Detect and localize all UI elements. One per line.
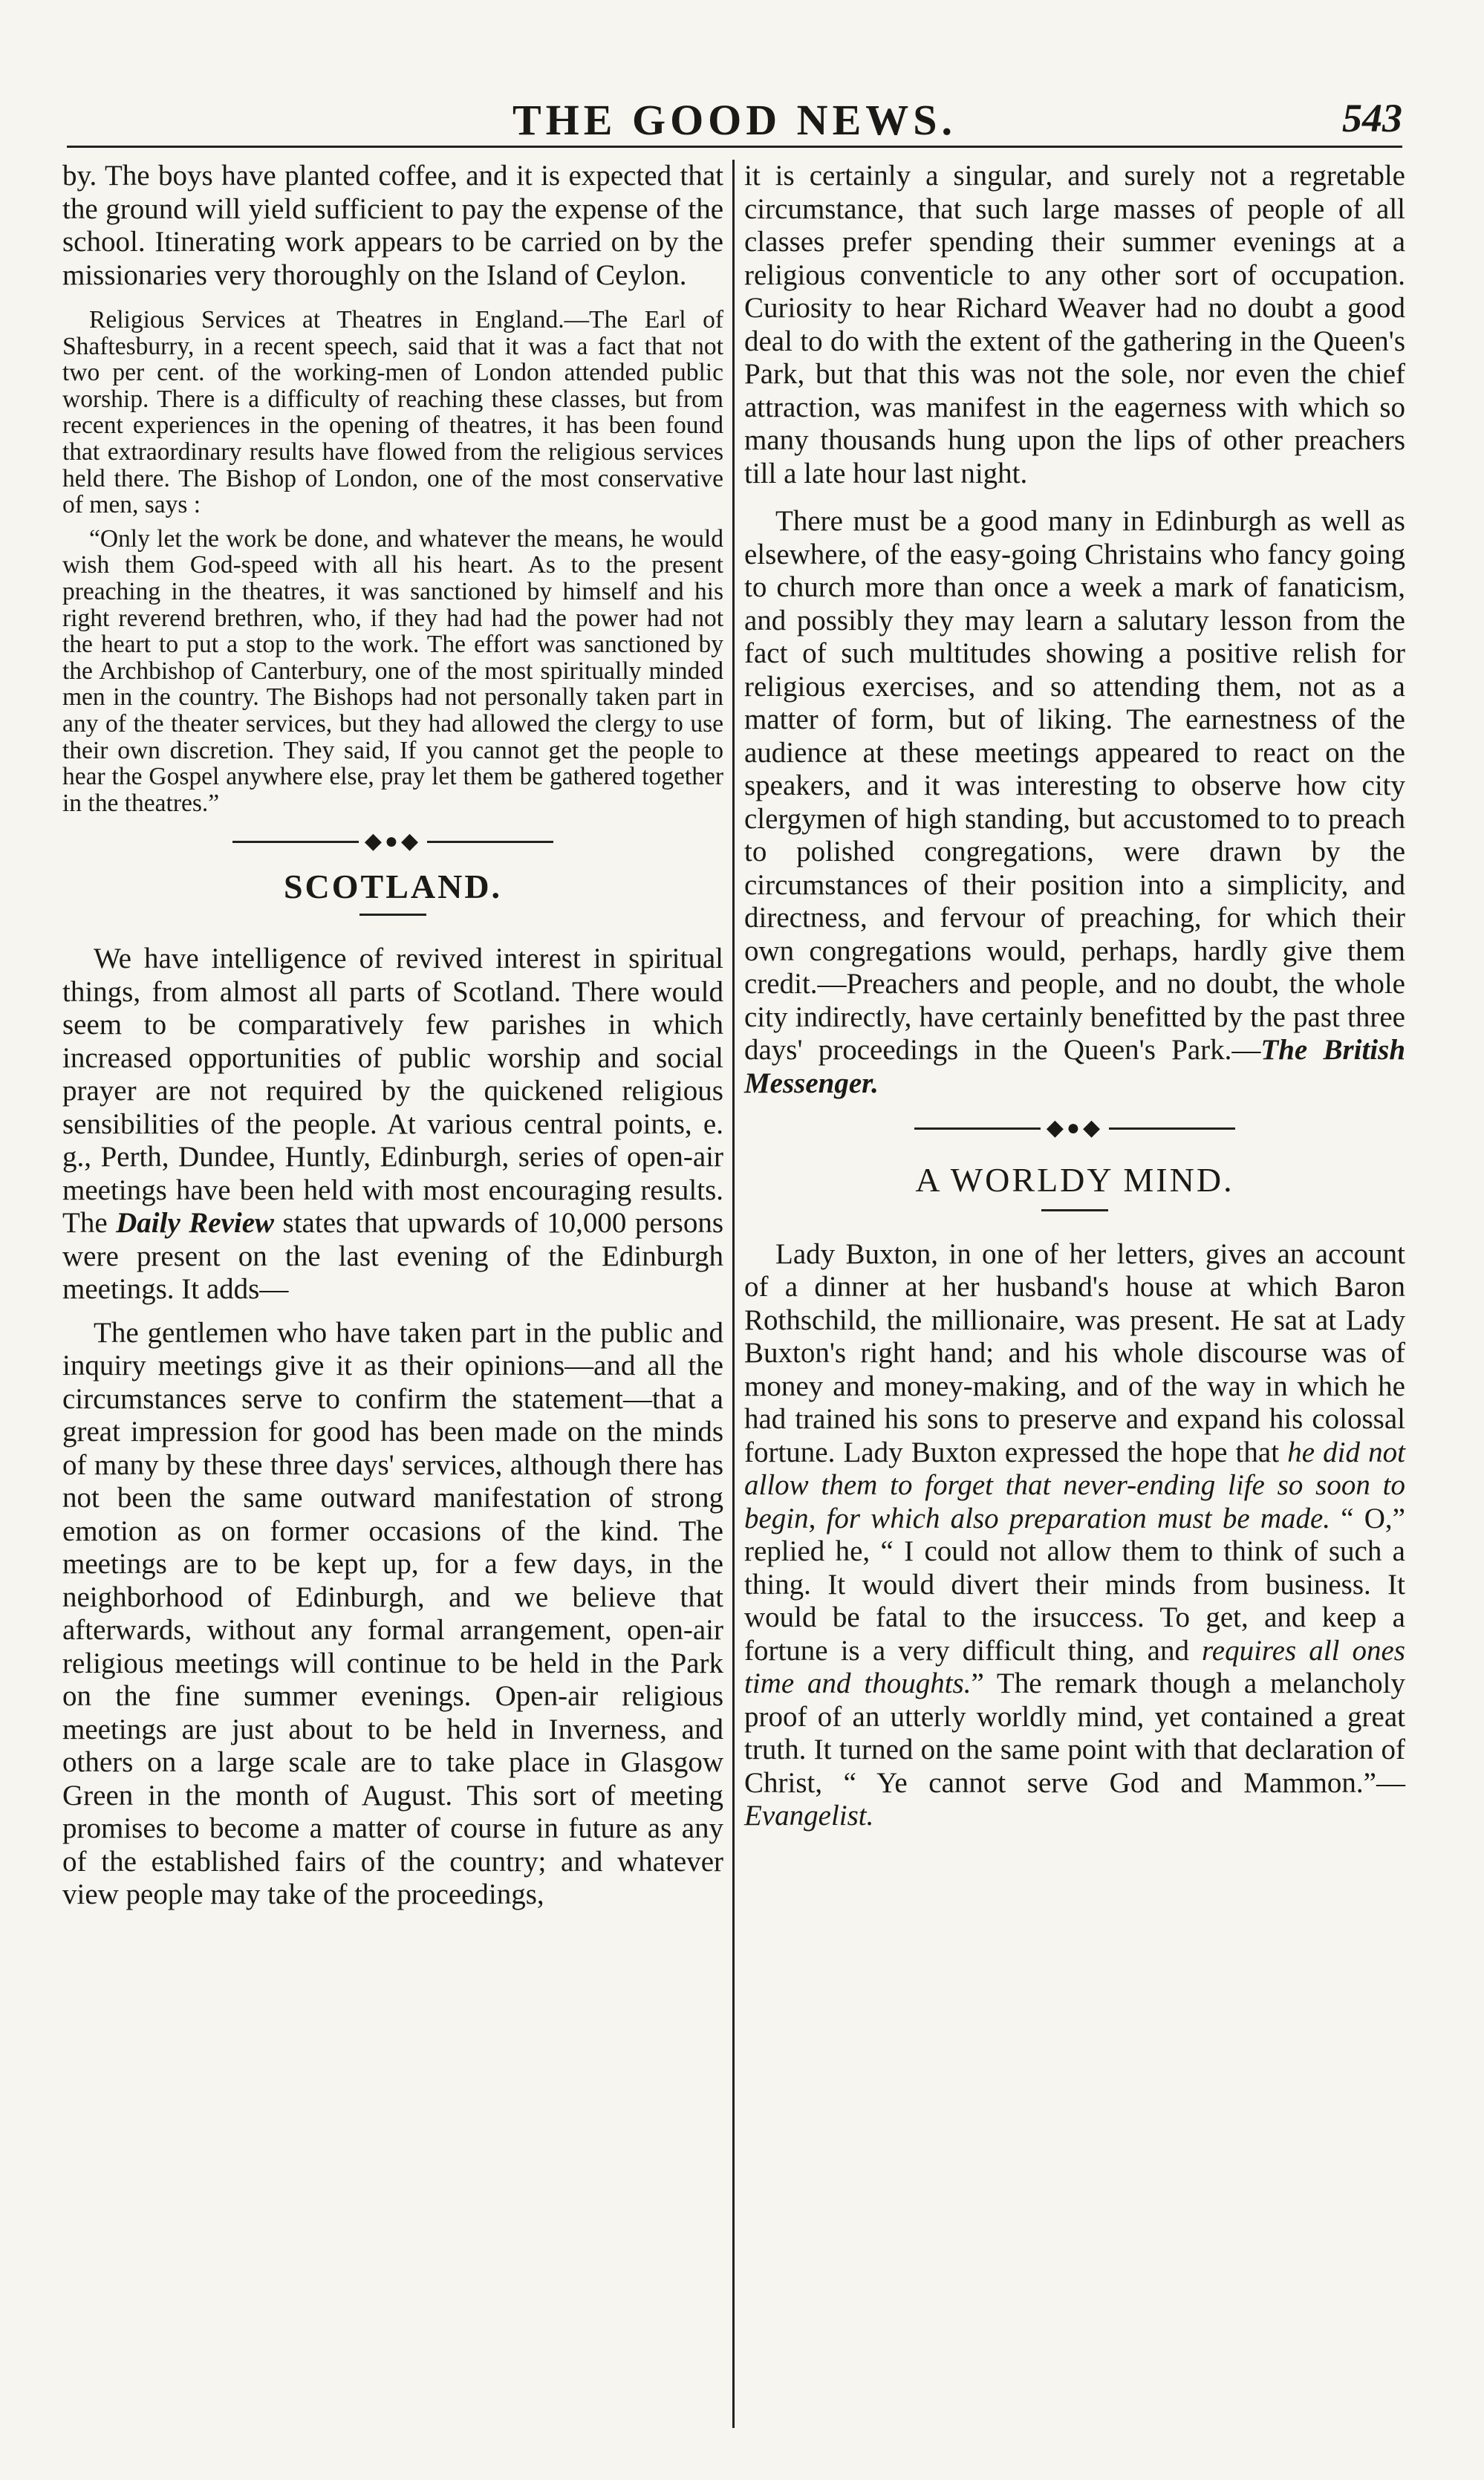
scotland-intro-text: We have intelligence of revived interest in spiritual things, from almost all parts of Scotland. There would seem to be comparatively few parishes in which increased opportunities of public worship and social prayer are not required by the quickened religious sensibilities of the people. At various central points, e. g., Perth, Dundee, Huntly, Edinburgh, series of open-air meetings have been held with most encouraging results. The bbox=[62, 943, 723, 1240]
worldy-mind-heading: A WORLDY MIND. bbox=[915, 1161, 1234, 1200]
edinburgh-text: There must be a good many in Edinburgh as well as elsewhere, of the easy-going Christains who fancy going to church more than once a week a mark of fanaticism, and possibly they may learn a salutary lesson from the fact of such multitudes showing a positive relish for religious exercises, and so attending them, not as a matter of form, but of liking. The earnestness of the audience at these meetings appeared to react on the speakers, and it was interesting to observe how city clergymen of high standing, but accustomed to to preach to polished congregations, were drawn by the circumstances of their position into a simplicity, and directness, and fervour of preaching, for which their own congregations would, perhaps, hardly give them credit.—Preachers and people, and no doubt, the whole city indirectly, have certainly benefitted by the past three days' proceedings in the Queen's Park.— bbox=[744, 505, 1405, 1066]
masthead-title: THE GOOD NEWS. bbox=[512, 96, 957, 144]
british-messenger-source: The British Messenger. bbox=[744, 1034, 1406, 1099]
scotland-intro-paragraph bbox=[62, 943, 723, 1306]
left-column bbox=[62, 160, 723, 2421]
scotland-intro-tail: states that upwards of 10,000 persons were present on the last evening of the Edinburgh meetings. It adds— bbox=[62, 1207, 724, 1306]
theatres-paragraph: Religious Services at Theatres in England.—The Earl of Shaftesburry, in a recent speech, said that it was a fact that not two per cent. of the working-men of London attended public worship. There is a difficulty of reaching these classes, but from recent experiences in the opening of theatres, it has been found that extraordinary results have flowed from the religious services held there. The Bishop of London, one of the most conservative of men, says : bbox=[62, 306, 723, 519]
section-separator bbox=[744, 1110, 1405, 1145]
separator-line bbox=[427, 841, 553, 843]
separator-ornament: ◆●◆ bbox=[1046, 1115, 1104, 1140]
rothschild-paragraph bbox=[744, 1238, 1405, 1833]
column-divider bbox=[732, 160, 735, 2428]
rothschild-text-c: ” The remark though a melancholy proof of an utterly worldly mind, yet contained a great truth. It turned on the same point with that declaration of Christ, “ Ye cannot serve God and Mammon.”— bbox=[744, 1667, 1405, 1799]
evangelist-source: Evangelist. bbox=[744, 1800, 874, 1832]
rothschild-italic-b: requires all ones time and thoughts. bbox=[744, 1634, 1405, 1700]
separator-line bbox=[232, 841, 359, 843]
page-number: 543 bbox=[1342, 96, 1402, 140]
theatres-article bbox=[62, 307, 723, 816]
rothschild-italic-a: he did not allow them to forget that never-ending life so soon to begin, for which also preparation must be made. bbox=[744, 1436, 1406, 1534]
heading-rule bbox=[359, 914, 426, 916]
ceylon-paragraph: by. The boys have planted coffee, and it is expected that the ground will yield sufficient to pay the expense of the school. Itinerating work appears to be carried on by the missionaries very thoroughly on the Island of Ceylon. bbox=[62, 160, 723, 291]
rothschild-text-a: Lady Buxton, in one of her letters, gives an account of a dinner at her husband's house at which Baron Rothschild, the millionaire, was present. He sat at Lady Buxton's right hand; and his whole discourse was of money and money-making, and of the way in which he had trained his sons to preserve and expand his colossal fortune. Lady Buxton expressed the hope that bbox=[744, 1237, 1405, 1468]
heading-rule bbox=[1041, 1209, 1108, 1211]
page-header bbox=[67, 89, 1402, 144]
continuation-paragraph: it is certainly a singular, and surely not a regretable circumstance, that such large masses of people of all classes prefer spending their summer evenings at a religious conventicle to any other sort of occupation. Curiosity to hear Richard Weaver had no doubt a good deal to do with the extent of the gathering in the Queen's Park, but that this was not the sole, nor even the chief attraction, was manifest in the eagerness with which so many thousands hung upon the lips of other preachers till a late hour last night. bbox=[744, 160, 1405, 489]
separator-ornament: ◆●◆ bbox=[364, 829, 422, 854]
separator-line bbox=[914, 1127, 1041, 1130]
daily-review-title: Daily Review bbox=[116, 1207, 275, 1240]
separator-line bbox=[1109, 1127, 1235, 1130]
right-column bbox=[744, 160, 1405, 2421]
scotland-heading: SCOTLAND. bbox=[283, 867, 503, 905]
scotland-quote-paragraph: The gentlemen who have taken part in the public and inquiry meetings give it as their opinions—and all the circumstances serve to confirm the statement—that a great impression for good has been made on the minds of many by these three days' services, although there has not been the same outward manifestation of strong emotion as on former occasions of the kind. The meetings are to be kept up, for a few days, in the neighborhood of Edinburgh, and we believe that afterwards, without any formal arrangement, open-air religious meetings will continue to be held in the Park on the fine summer evenings. Open-air religious meetings are just about to be held in Inverness, and others on a large scale are to take place in Glasgow Green in the month of August. This sort of meeting promises to become a matter of course in future as any of the established fairs of the country; and whatever view people may take of the proceedings, bbox=[62, 1316, 723, 1911]
bishop-quote-paragraph: “Only let the work be done, and whatever the means, he would wish them God-speed with all his heart. As to the present preaching in the theatres, it was sanctioned by himself and his right reverend brethren, who, if they had had the power had not the heart to put a stop to the work. The effort was sanctioned by the Archbishop of Canterbury, one of the most spiritually minded men in the country. The Bishops had not personally taken part in any of the theater services, but they had allowed the clergy to use their own discretion. They said, If you cannot get the people to hear the Gospel anywhere else, pray let them be gathered together in the theatres.” bbox=[62, 524, 723, 817]
header-rule bbox=[67, 146, 1402, 148]
rothschild-text-b: “ O,” replied he, “ I could not allow them to think of such a thing. It would divert their minds from business. It would be fatal to the irsuccess. To get, and keep a fortune is a very difficult thing, and bbox=[744, 1502, 1405, 1667]
section-separator bbox=[62, 824, 723, 858]
edinburgh-paragraph bbox=[744, 505, 1405, 1100]
